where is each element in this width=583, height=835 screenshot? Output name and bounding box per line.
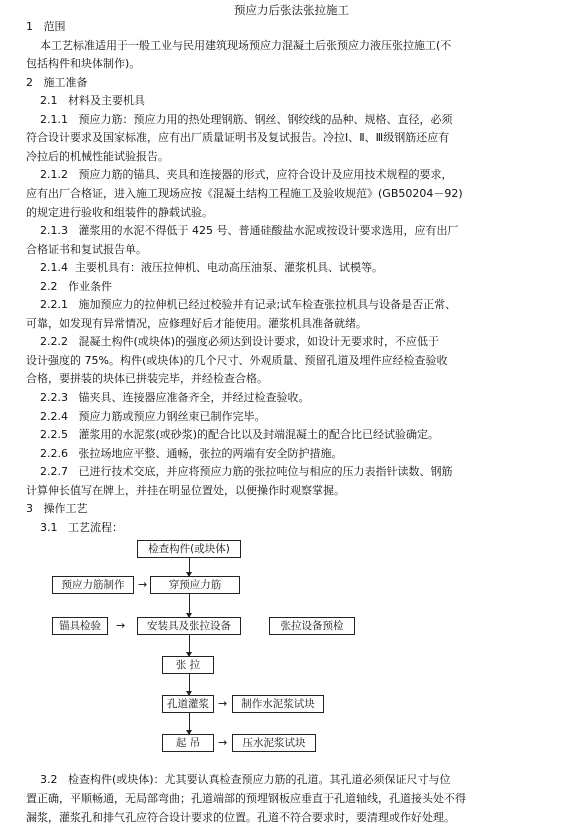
body-line: 包括构件和块体制作)。 [26,57,141,71]
body-line: 的规定进行验收和组装件的静载试验。 [26,205,213,219]
body-line: 3.1 工艺流程： [26,520,123,534]
flow-arrow-right-1: → [138,578,148,591]
body-line: 2.2.2 混凝土构件(或块体)的强度必须达到设计要求，如设计无要求时，不应低于 [26,335,440,349]
body-line: 1 范围 [26,20,66,33]
body-line: 2.2.4 预应力筋或预应力钢丝束已制作完毕。 [26,409,266,423]
body-line: 2.2.5 灌浆用的水泥浆(或砂浆)的配合比以及封端混凝土的配合比已经试验确定。 [26,428,440,442]
flow-check-member: 检查构件(或块体) [137,540,241,558]
flow-thread-tendon: 穿预应力筋 [150,576,240,594]
flow-test-sample: 压水泥浆试块 [232,734,316,752]
body-line: 2.1 材料及主要机具 [26,94,145,108]
flow-calibrate: 张拉设备预检 [269,617,355,635]
flow-install-tools: 安装具及张拉设备 [137,617,241,635]
flow-make-sample: 制作水泥浆试块 [232,695,324,713]
document-title: 预应力后张法张拉施工 [234,3,349,17]
flow-make-tendon: 预应力筋制作 [52,576,134,594]
body-line: 冷拉后的机械性能试验报告。 [26,149,169,163]
body-line: 2.1.4 主要机具有：液压拉伸机、电动高压油泵、灌浆机具、试模等。 [26,261,383,275]
body-line: 3 操作工艺 [26,502,88,516]
flow-hoist: 起 吊 [162,734,214,752]
body-line: 应有出厂合格证，进入施工现场应按《混凝土结构工程施工及验收规范》(GB50204－92) [26,186,463,200]
body-line: 2.2.1 施加预应力的拉伸机已经过校验并有记录;试车检查张拉机具与设备是否正常、 [26,298,457,312]
flow-grouting: 孔道灌浆 [162,695,214,713]
flow-arrow-right-2: → [116,619,126,632]
flow-arrow-down-1 [189,558,190,576]
body-line: 计算伸长值写在牌上，并挂在明显位置处，以便操作时观察掌握。 [26,483,345,497]
flow-arrow-down-5 [189,713,190,734]
flow-arrow-down-2 [189,594,190,617]
body-line: 漏浆，灌浆孔和排气孔应符合设计要求的位置。孔道不符合要求时，要清理或作好处理。 [26,811,455,824]
body-line: 置正确，平顺畅通，无局部弯曲；孔道端部的预埋钢板应垂直于孔道轴线，孔道接头处不得 [26,792,466,805]
body-line: 3.2 检查构件(或块体)：尤其要认真检查预应力筋的孔道。其孔道必须保证尺寸与位 [26,773,451,786]
body-line: 2 施工准备 [26,75,88,89]
body-line: 符合设计要求及国家标准，应有出厂质量证明书及复试报告。冷拉Ⅰ、Ⅱ、Ⅲ级钢筋还应有 [26,131,450,145]
body-line: 可靠，如发现有异常情况，应修理好后才能使用。灌浆机具准备就绪。 [26,316,367,330]
body-line: 2.1.2 预应力筋的锚具、夹具和连接器的形式，应符合设计及应用技术规程的要求， [26,168,453,182]
flow-tension: 张 拉 [162,656,214,674]
flow-arrow-down-3 [189,635,190,656]
body-line: 2.1.1 预应力筋：预应力用的热处理钢筋、钢丝、钢绞线的品种、规格、直径，必须 [26,112,453,126]
body-line: 合格，要拼装的块体已拼装完毕，并经检查合格。 [26,372,268,386]
flow-arrow-down-4 [189,674,190,695]
flow-anchor-check: 锚具检验 [52,617,108,635]
body-line: 2.2.7 已进行技术交底，并应将预应力筋的张拉吨位与相应的压力表指针读数、钢筋 [26,465,453,479]
body-line: 2.2 作业条件 [26,279,112,293]
body-line: 合格证书和复试报告单。 [26,242,147,256]
body-line: 设计强度的 75%。构件(或块体)的几个尺寸、外观质量、预留孔道及埋件应经检查验收 [26,353,448,367]
body-line: 2.2.3 锚夹具、连接器应准备齐全，并经过检查验收。 [26,391,310,404]
flow-arrow-right-3: → [218,697,228,710]
body-line: 2.2.6 张拉场地应平整、通畅，张拉的两端有安全防护措施。 [26,446,343,460]
body-line: 2.1.3 灌浆用的水泥不得低于 425 号、普通硅酸盐水泥或按设计要求选用，应有出厂 [26,224,459,238]
flow-arrow-right-4: → [218,736,228,749]
body-line: 本工艺标准适用于一般工业与民用建筑现场预应力混凝土后张预应力液压张拉施工(不 [26,38,452,52]
